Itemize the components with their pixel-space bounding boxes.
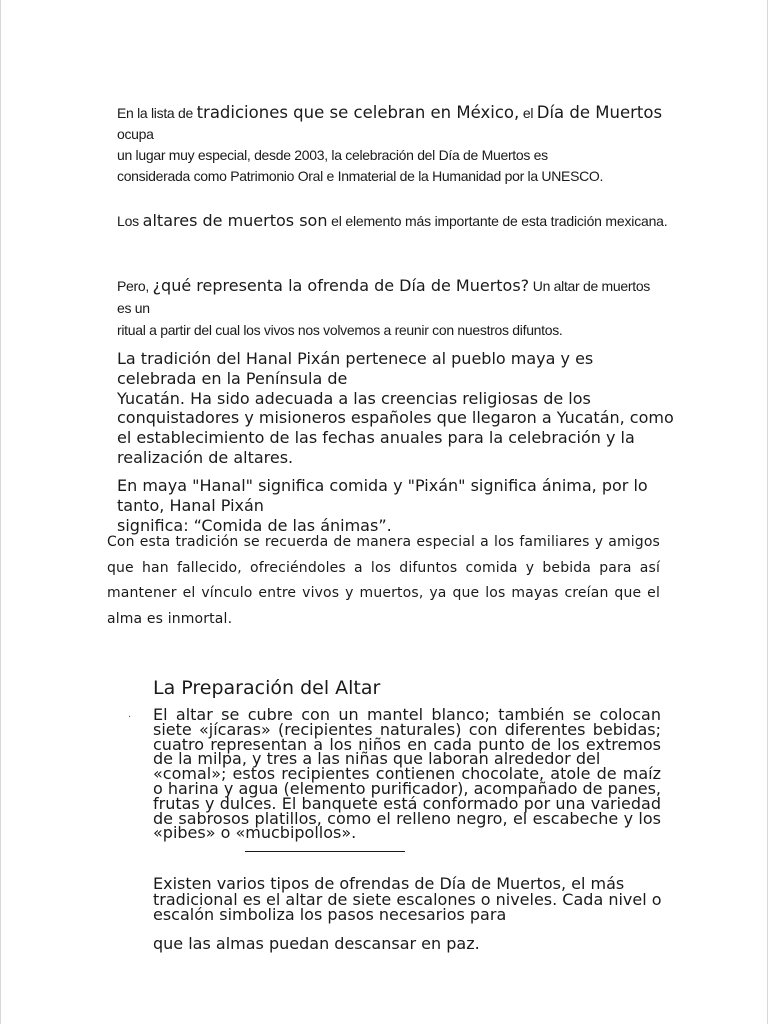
ofrenda-text-b: ¿qué representa la ofrenda de Día de Muertos?: [152, 276, 530, 295]
hanal-pixan-paragraph: [117, 349, 677, 468]
section-heading: La Preparación del Altar: [153, 677, 381, 699]
strike-line: [245, 851, 405, 852]
altares-text-a: Los: [117, 213, 143, 229]
ofrendas-types-paragraph: Existen varios tipos de ofrendas de Día de Muertos, el más tradicional es el altar de siete escalones o niveles. Cada nivel o escalón simboliza los pasos necesarios para: [153, 874, 662, 925]
altares-text-c: el elemento más importante de esta tradición mexicana.: [327, 213, 668, 229]
altar-paragraph: [153, 705, 661, 843]
altar-line-1: El altar se cubre con un mantel blanco; también se colocan siete «jícaras» (recipientes naturales) con diferentes bebidas; cuatro representan a los niños en cada punto de los extremos de la milpa, y tres a las niñas que laboran alrededor del: [153, 705, 661, 769]
intro-text-c: el: [519, 105, 537, 121]
intro-text-e: ocupa: [117, 126, 154, 142]
altares-paragraph: [117, 210, 670, 233]
ofrenda-line-2: ritual a partir del cual los vivos nos volvemos a reunir con nuestros difuntos.: [117, 322, 563, 338]
ofrenda-question-paragraph: [117, 275, 657, 342]
ofrendas-closing-line: que las almas puedan descansar en paz.: [153, 934, 480, 953]
ofrenda-text-a: Pero,: [117, 278, 153, 294]
intro-text-b: tradiciones que se celebran en México,: [196, 103, 520, 122]
tradition-paragraph: Con esta tradición se recuerda de manera especial a los familiares y amigos que han fallecido, ofreciéndoles a los difuntos comida y bebida para así mantener el vínculo entre vivos y muertos, ya que los mayas creían que el alma es inmortal.: [107, 534, 660, 627]
meaning-line-1: En maya "Hanal" significa comida y "Pixán" significa ánima, por lo tanto, Hanal Pixán: [117, 476, 648, 515]
altares-text-b: altares de muertos son: [142, 211, 328, 230]
intro-line-2: un lugar muy especial, desde 2003, la celebración del Día de Muertos es: [117, 147, 548, 163]
altar-line-2: «comal»; estos recipientes contienen chocolate, atole de maíz o harina y agua (elemento purificador), acompañado de panes, frutas y dulces. El banquete está conformado por una variedad de sabrosos platillos, como el relleno negro, el escabeche y los «pibes» o «mucbipollos».: [153, 764, 661, 843]
page-left-edge: [0, 0, 1, 1024]
intro-line-3: considerada como Patrimonio Oral e Inmaterial de la Humanidad por la UNESCO.: [117, 168, 604, 184]
list-bullet: .: [128, 709, 132, 720]
intro-text-a: En la lista de: [117, 105, 197, 121]
intro-paragraph: [117, 103, 677, 187]
hanal-line-2: Yucatán. Ha sido adecuada a las creencias religiosas de los conquistadores y misioneros españoles que llegaron a Yucatán, como el establecimiento de las fechas anuales para la celebración y la realización de altares.: [117, 388, 674, 467]
hanal-line-1: La tradición del Hanal Pixán pertenece al pueblo maya y es celebrada en la Península de: [117, 349, 594, 388]
ofrenda-text-c: Un altar de muertos es un: [117, 278, 651, 316]
meaning-line-2: significa: “Comida de las ánimas”.: [117, 515, 392, 535]
intro-text-d: Día de Muertos: [536, 103, 663, 122]
hanal-meaning-paragraph: [117, 476, 677, 535]
